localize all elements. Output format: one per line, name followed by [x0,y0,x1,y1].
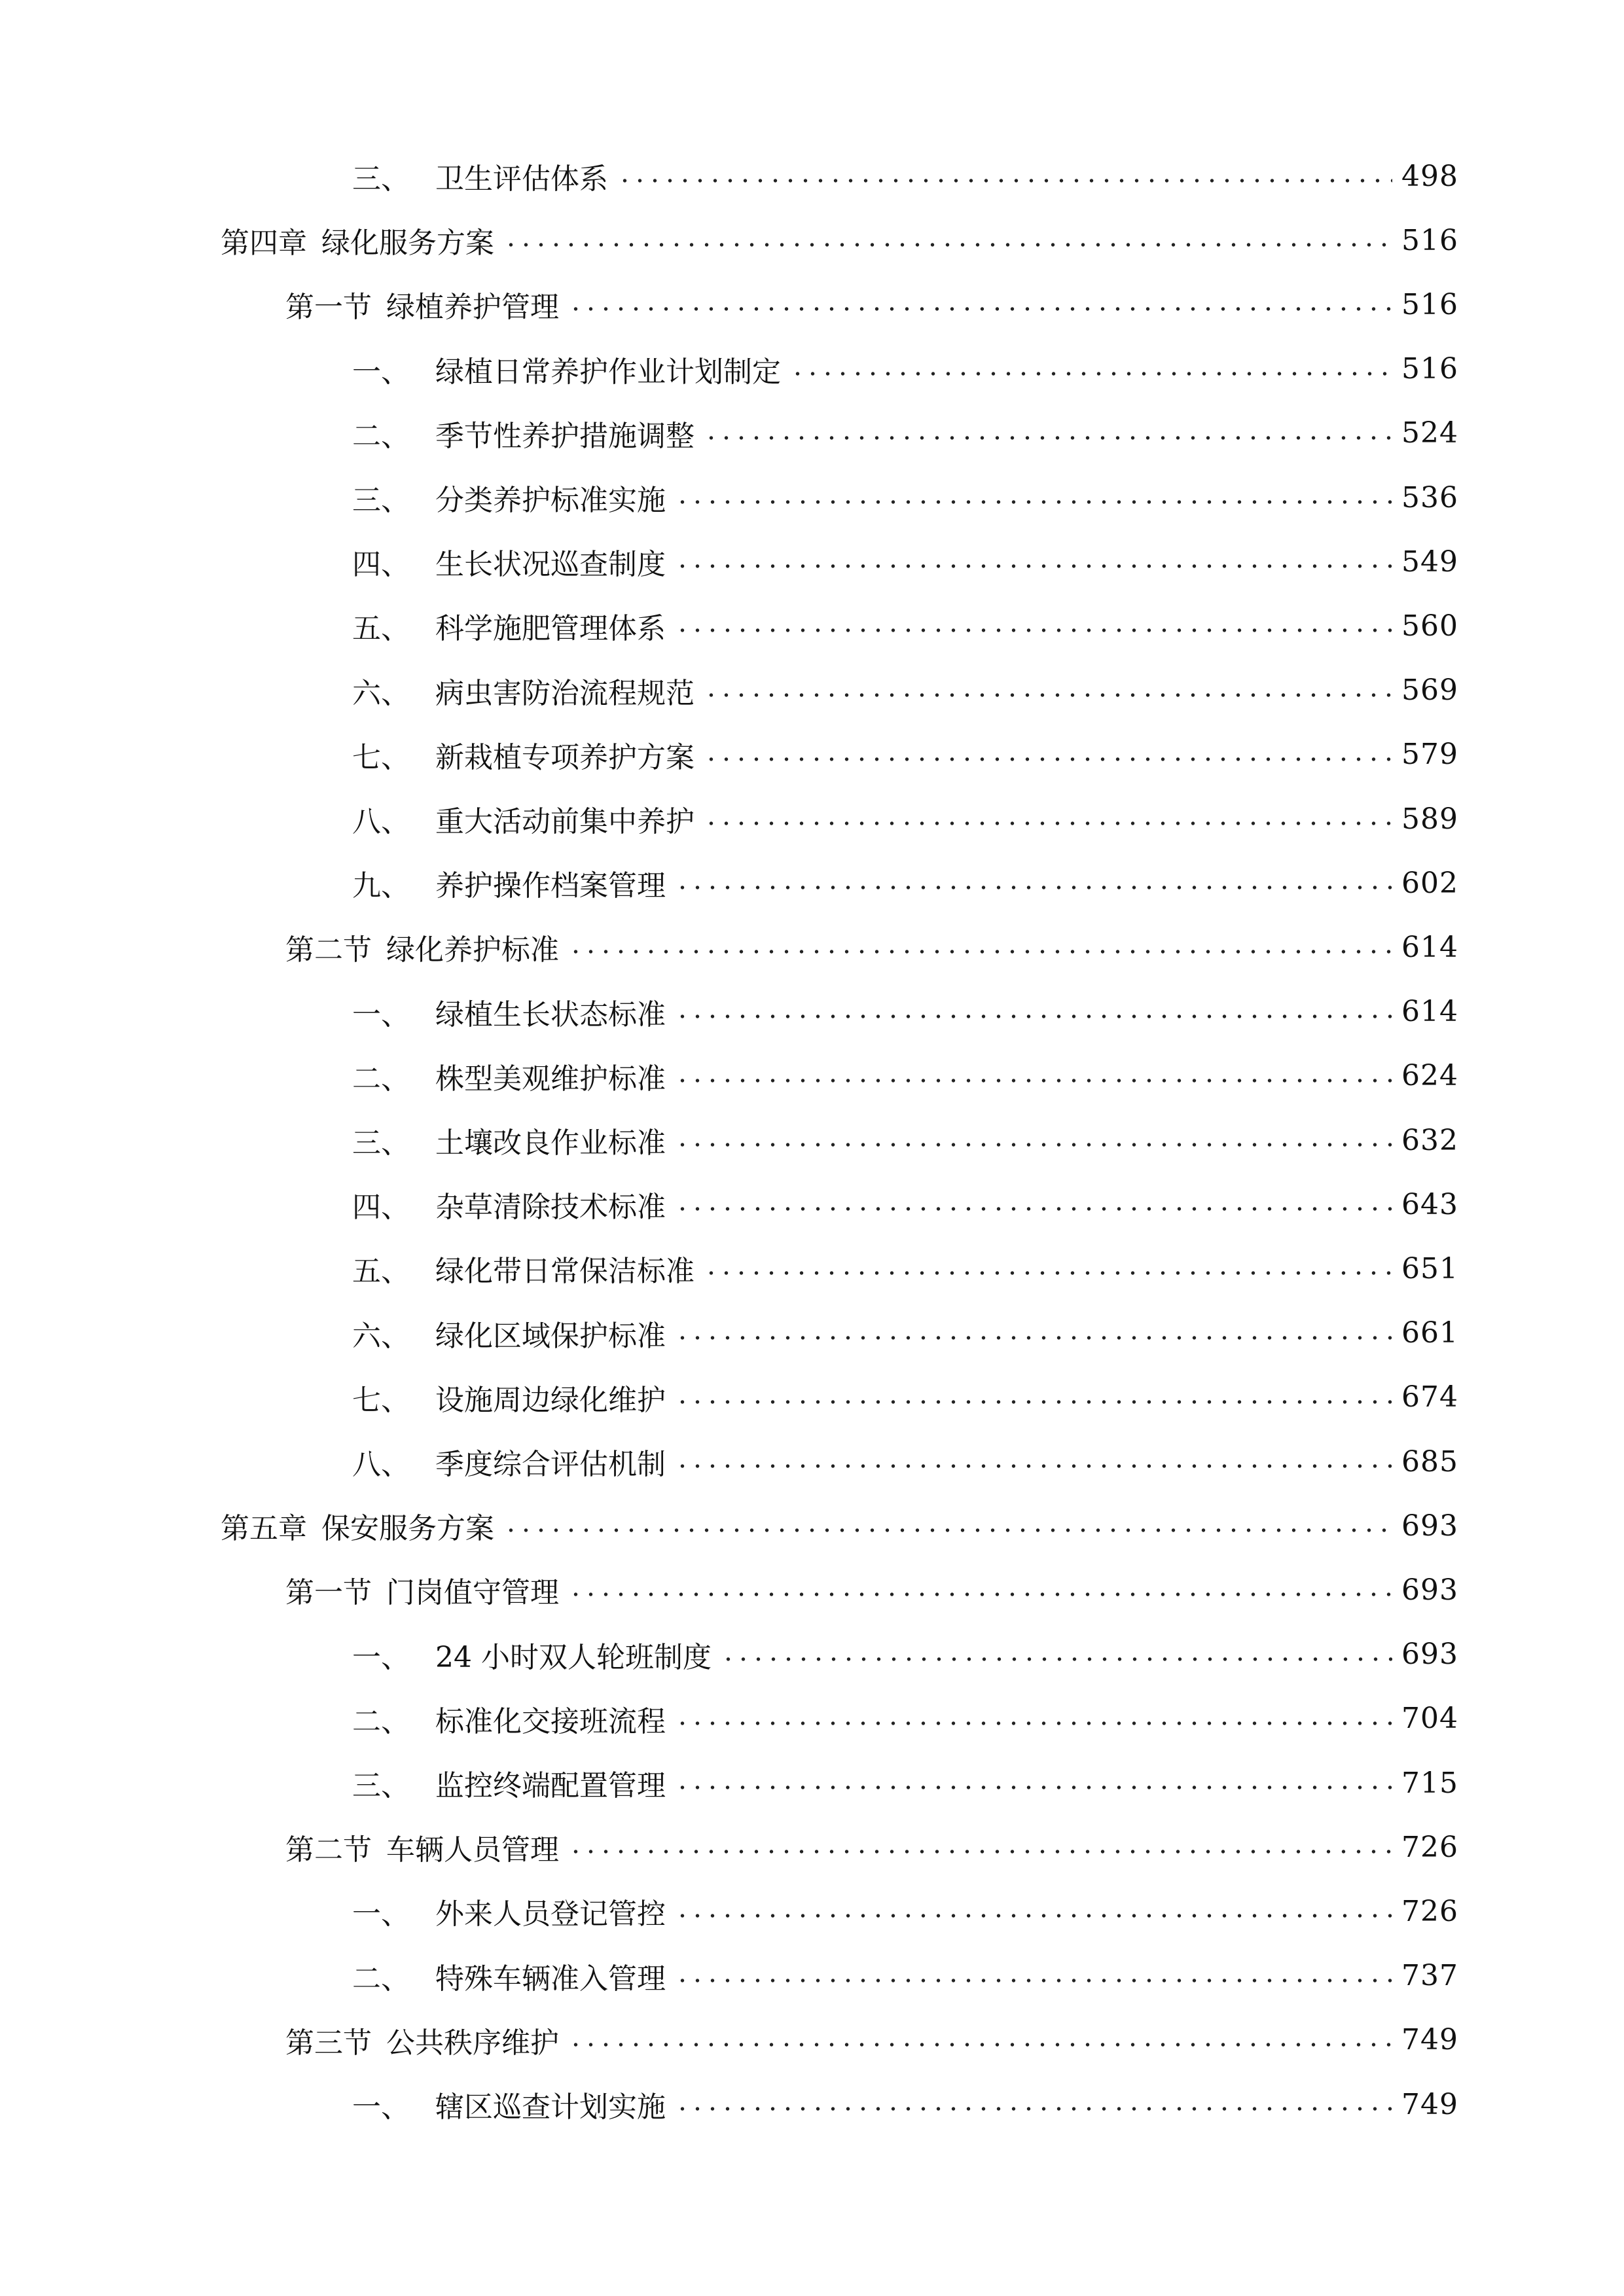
toc-entry[interactable] [0,1044,1624,1108]
dot-leader [704,757,1392,761]
toc-entry-number: 第一节 [285,1576,372,1610]
toc-entry-content [352,1623,1458,1687]
toc-entry-page-number: 693 [1401,1509,1458,1543]
toc-entry-number: 四、 [352,1191,410,1225]
dot-leader [675,1336,1392,1340]
toc-entry[interactable] [0,1687,1624,1751]
toc-entry-content [285,2008,1458,2072]
toc-entry-page-number: 516 [1401,223,1458,257]
toc-entry-content [352,1365,1458,1429]
toc-entry-number: 六、 [352,1319,410,1353]
dot-leader [675,2107,1392,2111]
dot-leader [675,886,1392,889]
toc-entry-page-number: 549 [1401,545,1458,579]
toc-entry-number: 五、 [352,1255,410,1289]
toc-entry-title: 监控终端配置管理 [435,1769,666,1803]
toc-entry-page-number: 524 [1401,416,1458,450]
toc-entry[interactable] [0,594,1624,658]
toc-entry-page-number: 749 [1401,2087,1458,2121]
toc-entry[interactable] [0,1494,1624,1558]
toc-entry-page-number: 579 [1401,738,1458,772]
toc-entry-number: 第一节 [285,291,372,325]
toc-entry-number: 八、 [352,1448,410,1481]
toc-entry-number: 一、 [352,997,410,1031]
toc-entry-title: 养护操作档案管理 [435,869,666,903]
toc-entry-title: 设施周边绿化维护 [435,1383,666,1417]
dot-leader [675,1207,1392,1211]
toc-entry-page-number: 693 [1401,1573,1458,1607]
toc-entry[interactable] [0,1172,1624,1236]
toc-entry-content [352,1687,1458,1751]
toc-entry-content [352,658,1458,723]
dot-leader [721,1657,1392,1661]
toc-entry-number: 三、 [352,1769,410,1803]
dot-leader [704,1271,1392,1275]
toc-entry-number: 六、 [352,676,410,710]
toc-entry-content [352,337,1458,401]
toc-entry-content [221,1494,1458,1558]
toc-entry-content [352,1044,1458,1108]
toc-entry-title: 分类养护标准实施 [435,484,666,517]
toc-entry-page-number: 614 [1401,930,1458,964]
toc-entry-page-number: 661 [1401,1316,1458,1350]
toc-entry-page-number: 614 [1401,995,1458,1029]
toc-entry-page-number: 685 [1401,1444,1458,1479]
toc-entry-title: 辖区巡查计划实施 [435,2090,666,2124]
toc-entry-title: 绿化服务方案 [321,226,494,260]
toc-entry[interactable] [0,272,1624,336]
toc-entry[interactable] [0,2008,1624,2072]
toc-entry-number: 八、 [352,805,410,838]
toc-entry[interactable] [0,1558,1624,1622]
toc-entry-number: 九、 [352,869,410,903]
toc-entry-content [352,2072,1458,2136]
dot-leader [568,1592,1392,1596]
dot-leader [675,1014,1392,1018]
toc-entry[interactable] [0,401,1624,465]
toc-entry-number: 一、 [352,355,410,389]
toc-entry-content [352,980,1458,1044]
toc-entry-title: 公共秩序维护 [386,2026,559,2060]
toc-entry-title: 株型美观维护标准 [435,1062,666,1096]
toc-entry-title: 杂草清除技术标准 [435,1191,666,1225]
dot-leader [675,1400,1392,1404]
dot-leader [675,564,1392,568]
toc-entry-page-number: 715 [1401,1766,1458,1800]
toc-entry-number: 二、 [352,419,410,453]
toc-entry-number: 四、 [352,548,410,582]
toc-entry-page-number: 632 [1401,1123,1458,1157]
toc-entry-page-number: 737 [1401,1959,1458,1993]
toc-entry-title: 特殊车辆准入管理 [435,1962,666,1996]
toc-entry[interactable] [0,465,1624,529]
dot-leader [675,500,1392,504]
toc-entry[interactable] [0,1301,1624,1365]
toc-entry-title: 绿植生长状态标准 [435,997,666,1031]
toc-entry[interactable] [0,980,1624,1044]
toc-entry[interactable] [0,1879,1624,1943]
toc-entry[interactable] [0,1751,1624,1815]
toc-entry-page-number: 674 [1401,1380,1458,1414]
toc-entry-number: 七、 [352,1383,410,1417]
toc-entry-page-number: 749 [1401,2023,1458,2057]
toc-entry-number: 三、 [352,162,410,196]
toc-entry-content [221,208,1458,272]
toc-entry-content [285,272,1458,336]
dot-leader [675,1979,1392,1982]
toc-entry-content [352,723,1458,787]
toc-entry-page-number: 516 [1401,352,1458,386]
toc-entry-title: 病虫害防治流程规范 [435,676,695,710]
toc-entry-content [285,915,1458,979]
toc-entry-page-number: 704 [1401,1702,1458,1736]
toc-entry-page-number: 602 [1401,866,1458,900]
toc-entry[interactable] [0,1944,1624,2008]
toc-entry[interactable] [0,1236,1624,1300]
toc-entry-content [352,1879,1458,1943]
toc-entry-page-number: 560 [1401,609,1458,643]
toc-entry[interactable] [0,529,1624,594]
toc-entry[interactable] [0,2072,1624,2136]
toc-entry[interactable] [0,208,1624,272]
dot-leader [675,1785,1392,1789]
toc-entry-content [352,787,1458,851]
toc-entry-title: 季节性养护措施调整 [435,419,695,453]
toc-entry[interactable] [0,144,1624,208]
toc-entry-title: 生长状况巡查制度 [435,548,666,582]
toc-entry-number: 第二节 [285,933,372,967]
toc-entry-page-number: 589 [1401,802,1458,836]
toc-entry-page-number: 569 [1401,673,1458,708]
toc-entry-title: 绿植养护管理 [386,291,559,325]
dot-leader [568,2043,1392,2047]
toc-entry-page-number: 516 [1401,287,1458,321]
toc-entry-content [352,401,1458,465]
toc-entry-number: 二、 [352,1062,410,1096]
toc-entry-content [285,1815,1458,1879]
toc-entry-number: 五、 [352,612,410,646]
dot-leader [704,821,1392,825]
dot-leader [568,950,1392,954]
toc-entry-number: 七、 [352,740,410,774]
toc-entry-content [352,1108,1458,1172]
dot-leader [675,1079,1392,1083]
toc-entry-number: 三、 [352,1126,410,1160]
toc-entry-content [352,1236,1458,1300]
toc-entry-number: 二、 [352,1962,410,1996]
toc-entry-page-number: 651 [1401,1251,1458,1285]
toc-entry-title: 24 小时双人轮班制度 [435,1640,712,1674]
toc-entry[interactable] [0,1429,1624,1494]
toc-entry-content [352,465,1458,529]
toc-entry-number: 一、 [352,1897,410,1931]
dot-leader [675,628,1392,632]
dot-leader [617,179,1392,183]
toc-entry-content [352,1429,1458,1494]
toc-entry-title: 绿化区域保护标准 [435,1319,666,1353]
toc-entry[interactable] [0,658,1624,723]
toc-entry-content [352,1172,1458,1236]
toc-entry-content [352,529,1458,594]
toc-entry-content [285,1558,1458,1622]
toc-entry-title: 标准化交接班流程 [435,1704,666,1738]
dot-leader [503,1528,1392,1532]
toc-entry-number: 第三节 [285,2026,372,2060]
toc-entry-number: 第五章 [221,1512,307,1546]
toc-entry-title: 科学施肥管理体系 [435,612,666,646]
dot-leader [675,1464,1392,1468]
toc-entry[interactable] [0,787,1624,851]
dot-leader [675,1721,1392,1725]
toc-entry-title: 绿化养护标准 [386,933,559,967]
toc-entry-number: 第四章 [221,226,307,260]
toc-entry[interactable] [0,1815,1624,1879]
toc-entry-title: 新栽植专项养护方案 [435,740,695,774]
toc-entry-content [352,1944,1458,2008]
toc-entry-title: 重大活动前集中养护 [435,805,695,838]
toc-entry-content [352,144,1458,208]
toc-entry-title: 车辆人员管理 [386,1833,559,1867]
toc-entry-page-number: 726 [1401,1830,1458,1864]
dot-leader [503,243,1392,247]
toc-entry-number: 三、 [352,484,410,517]
toc-entry[interactable] [0,337,1624,401]
toc-entry-page-number: 498 [1401,159,1458,193]
dot-leader [790,372,1392,376]
toc-entry[interactable] [0,851,1624,915]
toc-entry[interactable] [0,723,1624,787]
toc-entry[interactable] [0,915,1624,979]
toc-entry-content [352,594,1458,658]
dot-leader [704,436,1392,440]
toc-entry-number: 一、 [352,1640,410,1674]
dot-leader [568,1850,1392,1854]
toc-entry-title: 绿植日常养护作业计划制定 [435,355,781,389]
toc-entry[interactable] [0,1108,1624,1172]
toc-entry-title: 卫生评估体系 [435,162,608,196]
toc-entry-title: 外来人员登记管控 [435,1897,666,1931]
toc-entry-content [352,1751,1458,1815]
toc-entry-number: 一、 [352,2090,410,2124]
toc-entry-content [352,1301,1458,1365]
toc-entry-title: 保安服务方案 [321,1512,494,1546]
toc-entry-page-number: 536 [1401,480,1458,514]
toc-entry-title: 门岗值守管理 [386,1576,559,1610]
toc-entry-number: 第二节 [285,1833,372,1867]
toc-entry-title: 季度综合评估机制 [435,1448,666,1481]
toc-entry-number: 二、 [352,1704,410,1738]
dot-leader [675,1914,1392,1918]
toc-entry-title: 绿化带日常保洁标准 [435,1255,695,1289]
dot-leader [675,1143,1392,1147]
dot-leader [704,693,1392,697]
toc-entry-page-number: 726 [1401,1894,1458,1928]
toc-entry[interactable] [0,1623,1624,1687]
toc-entry-content [352,851,1458,915]
toc-entry-page-number: 693 [1401,1638,1458,1672]
dot-leader [568,307,1392,311]
toc-entry-page-number: 624 [1401,1059,1458,1093]
toc-entry-title: 土壤改良作业标准 [435,1126,666,1160]
toc-entry-page-number: 643 [1401,1187,1458,1221]
toc-entry[interactable] [0,1365,1624,1429]
